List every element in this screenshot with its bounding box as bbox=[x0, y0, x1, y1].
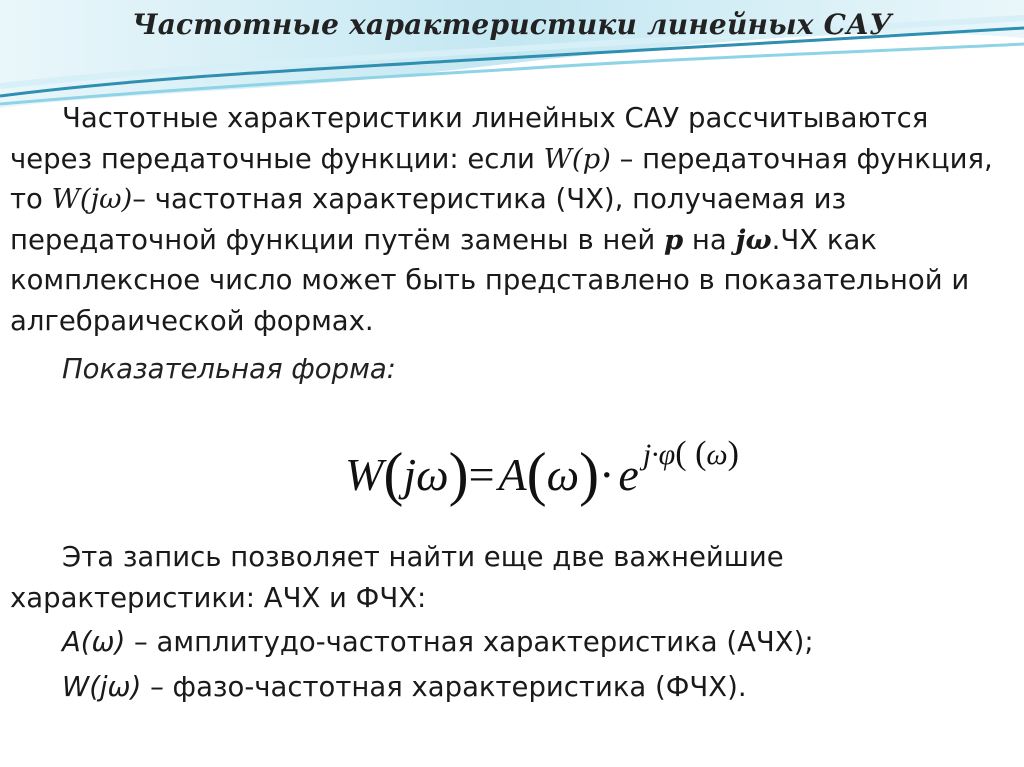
formula-exp-paren: ( ( bbox=[675, 435, 707, 472]
formula-dot: · bbox=[599, 449, 615, 500]
formula-exp-paren: ) bbox=[727, 435, 739, 472]
math-w-jomega: W(jω) bbox=[51, 183, 133, 215]
text-fragment: – частотная характеристика (ЧХ), получаемая из передаточной функции путём замены в ней bbox=[10, 183, 847, 256]
formula-paren: ( bbox=[383, 441, 404, 507]
formula-a: A bbox=[498, 449, 527, 500]
formula-paren: ) bbox=[448, 441, 469, 507]
formula-paren: ) bbox=[579, 441, 600, 507]
text-fragment: на bbox=[683, 223, 736, 256]
slide-title: Частотные характеристики линейных САУ bbox=[131, 8, 893, 41]
text-fragment: .ЧХ как комплексное число может быть представлено в показательной и алгебраической формах. bbox=[10, 223, 970, 337]
text-fragment: Частотные характеристики линейных САУ рассчитываются через передаточные функции: если bbox=[10, 102, 929, 175]
body-text-2 bbox=[10, 537, 1010, 707]
math-p: p bbox=[663, 223, 684, 256]
formula-omega: ω bbox=[546, 449, 580, 500]
body-text bbox=[10, 98, 1010, 390]
formula-exponent: j·φ bbox=[642, 438, 676, 471]
definition-text: – амплитудо-частотная характеристика (АЧХ); bbox=[125, 626, 814, 658]
formula-jomega: jω bbox=[403, 449, 449, 500]
formula-e: e bbox=[618, 449, 639, 500]
definition-amplitude bbox=[62, 622, 1010, 663]
text-fragment: – передаточная функция, то bbox=[10, 142, 993, 215]
form-label: Показательная форма: bbox=[62, 353, 396, 385]
paragraph-intro bbox=[10, 98, 1010, 341]
math-jomega: jω bbox=[735, 223, 772, 256]
definition-phase bbox=[62, 667, 1010, 708]
paragraph-summary: Эта запись позволяет найти еще две важнейшие характеристики: АЧХ и ФЧХ: bbox=[10, 541, 784, 614]
formula-exp-omega: ω bbox=[706, 438, 728, 471]
formula-paren: ( bbox=[526, 441, 547, 507]
formula-equals: = bbox=[468, 449, 495, 500]
definition-text: – фазо-частотная характеристика (ФЧХ). bbox=[141, 670, 747, 703]
math-w-p: W(p) bbox=[543, 142, 611, 175]
formula bbox=[345, 435, 739, 520]
formula-w: W bbox=[345, 449, 384, 500]
definition-term: W(jω) bbox=[62, 670, 142, 703]
definition-term: A(ω) bbox=[62, 626, 126, 658]
